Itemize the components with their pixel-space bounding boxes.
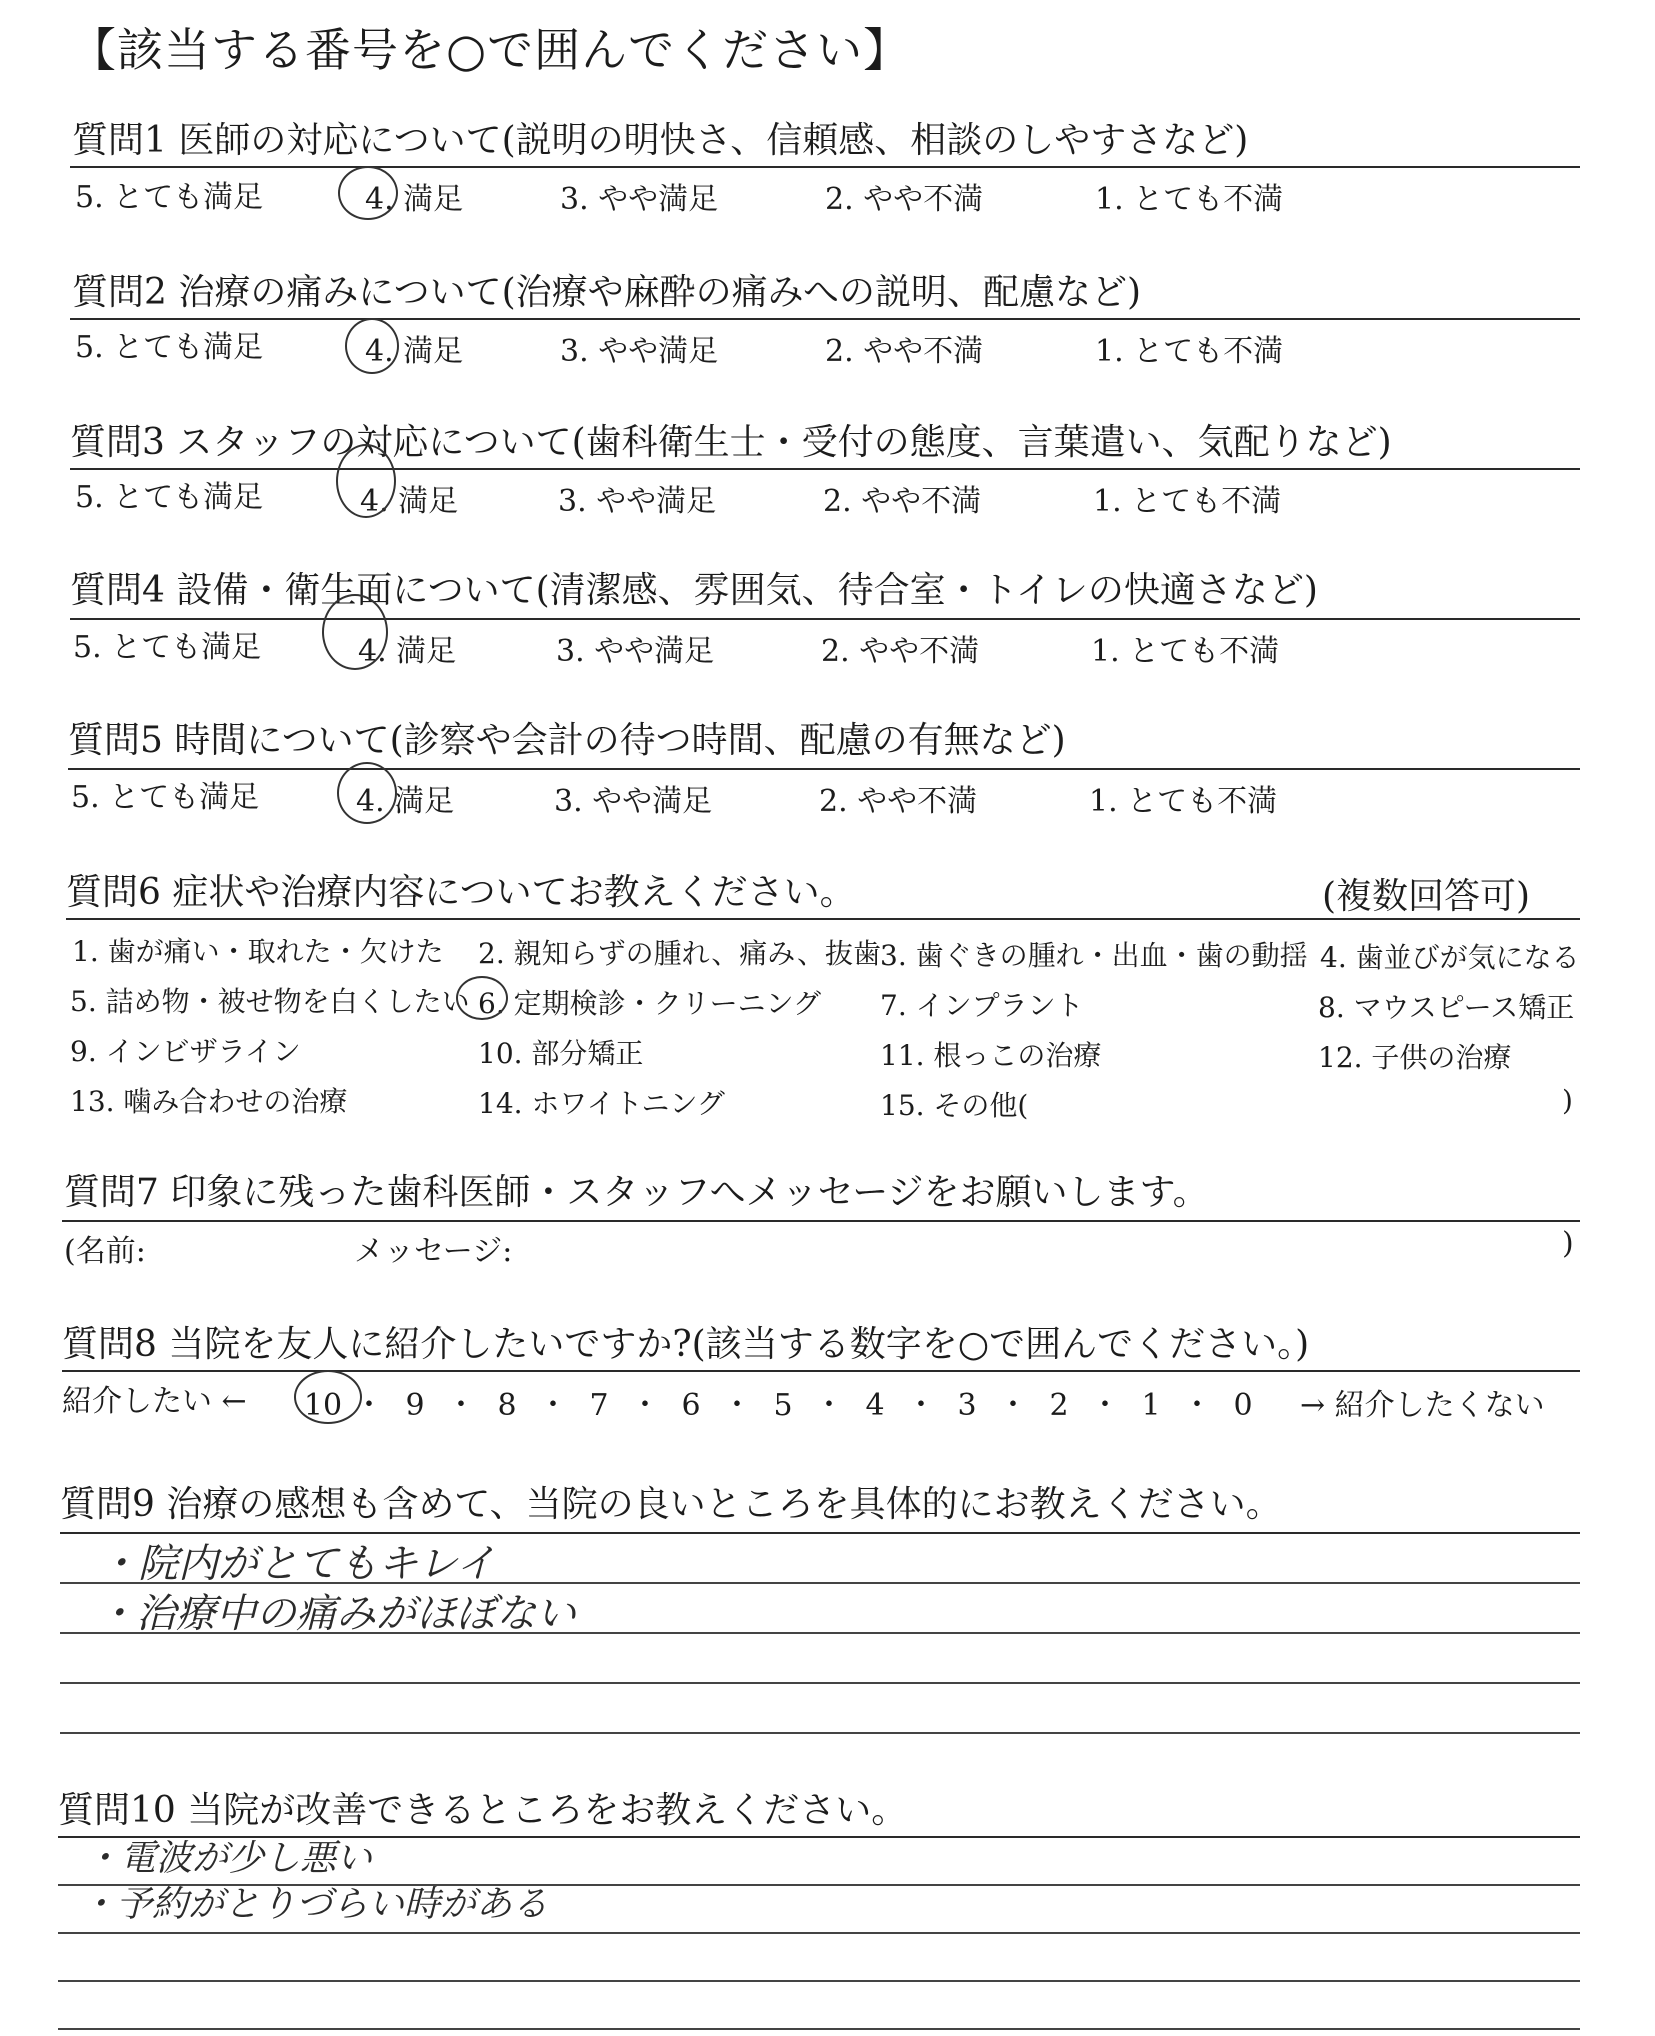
question-10-label: 質問10 当院が改善できるところをお教えください。 <box>58 1790 908 1831</box>
question-6-item-13[interactable]: 13. 噛み合わせの治療 <box>70 1085 348 1118</box>
question-6-item-1[interactable]: 1. 歯が痛い・取れた・欠けた <box>72 935 444 968</box>
question-8-scale-separator: ・ <box>354 1388 384 1423</box>
question-4-option-4[interactable]: 4. 満足 <box>358 634 457 669</box>
question-1-option-4[interactable]: 4. 満足 <box>365 182 464 217</box>
question-4-option-3[interactable]: 3. やや満足 <box>556 634 715 669</box>
question-2-option-2[interactable]: 2. やや不満 <box>825 334 984 369</box>
question-4-selection-circle <box>322 594 388 670</box>
question-8-scale-6[interactable]: 6 <box>681 1388 701 1423</box>
question-5-option-1[interactable]: 1. とても不満 <box>1089 784 1278 819</box>
question-6-item-7[interactable]: 7. インプラント <box>880 989 1084 1022</box>
question-1-selection-circle <box>338 166 398 220</box>
question-6-item-9[interactable]: 9. インビザライン <box>70 1035 301 1068</box>
question-4-option-5[interactable]: 5. とても満足 <box>73 630 262 665</box>
question-5-option-4[interactable]: 4. 満足 <box>356 784 455 819</box>
question-3-option-3[interactable]: 3. やや満足 <box>558 484 717 519</box>
question-6-item-5[interactable]: 5. 詰め物・被せ物を白くしたい <box>70 985 470 1018</box>
question-8-rule <box>62 1370 1580 1372</box>
question-8-scale-1[interactable]: 1 <box>1141 1388 1161 1423</box>
question-2-label: 質問2 治療の痛みについて(治療や麻酔の痛みへの説明、配慮など) <box>72 272 1141 313</box>
question-6-item-11[interactable]: 11. 根っこの治療 <box>880 1039 1102 1072</box>
question-8-scale-10[interactable]: 10 <box>303 1388 343 1423</box>
question-6-item-2[interactable]: 2. 親知らずの腫れ、痛み、抜歯 <box>478 937 881 970</box>
question-7-close: ) <box>1562 1226 1574 1261</box>
question-5-option-5[interactable]: 5. とても満足 <box>71 780 260 815</box>
question-5-rule <box>68 768 1580 770</box>
question-5-selection-circle <box>337 762 397 824</box>
question-2-option-4[interactable]: 4. 満足 <box>365 334 464 369</box>
question-1-option-3[interactable]: 3. やや満足 <box>560 182 719 217</box>
question-6-note: (複数回答可) <box>1322 876 1531 917</box>
question-3-option-4[interactable]: 4. 満足 <box>360 484 459 519</box>
question-5-option-3[interactable]: 3. やや満足 <box>554 784 713 819</box>
question-6-item-14[interactable]: 14. ホワイトニング <box>478 1087 725 1120</box>
question-6-item-3[interactable]: 3. 歯ぐきの腫れ・出血・歯の動揺 <box>880 939 1308 972</box>
question-9-answer-2[interactable]: ・治療中の痛みがほぼない <box>96 1591 576 1637</box>
question-8-scale-separator: ・ <box>630 1388 660 1423</box>
question-8-scale-separator: ・ <box>814 1388 844 1423</box>
question-2-rule <box>70 318 1580 320</box>
question-2-option-3[interactable]: 3. やや満足 <box>560 334 719 369</box>
question-3-label: 質問3 スタッフの対応について(歯科衛生士・受付の態度、言葉遣い、気配りなど) <box>70 422 1392 463</box>
question-10-answer-1[interactable]: ・電波が少し悪い <box>84 1838 373 1879</box>
question-8-scale-separator: ・ <box>906 1388 936 1423</box>
question-7-name-label: (名前: <box>64 1234 146 1269</box>
question-6-item-15[interactable]: 15. その他( <box>880 1089 1029 1122</box>
question-7-message-label: メッセージ: <box>354 1234 513 1269</box>
question-6-item-15-close: ) <box>1562 1084 1573 1117</box>
question-10-line-2 <box>58 1932 1580 1934</box>
question-8-scale-4[interactable]: 4 <box>865 1388 885 1423</box>
question-10-line-4 <box>58 2028 1580 2030</box>
question-8-scale-separator: ・ <box>446 1388 476 1423</box>
question-3-option-1[interactable]: 1. とても不満 <box>1093 484 1282 519</box>
question-5-label: 質問5 時間について(診察や会計の待つ時間、配慮の有無など) <box>68 720 1066 761</box>
question-8-scale-separator: ・ <box>1182 1388 1212 1423</box>
question-6-label: 質問6 症状や治療内容についてお教えください。 <box>66 872 856 913</box>
question-6-selection-circle <box>456 976 508 1020</box>
question-3-option-2[interactable]: 2. やや不満 <box>823 484 982 519</box>
question-8-label: 質問8 当院を友人に紹介したいですか?(該当する数字を○で囲んでください。) <box>62 1324 1310 1365</box>
question-8-right-label: → 紹介したくない <box>1300 1388 1545 1423</box>
question-1-option-5[interactable]: 5. とても満足 <box>75 180 264 215</box>
question-6-item-10[interactable]: 10. 部分矯正 <box>478 1037 644 1070</box>
question-8-left-label: 紹介したい ← <box>62 1384 247 1419</box>
question-1-option-1[interactable]: 1. とても不満 <box>1095 182 1284 217</box>
survey-title: 【該当する番号を○で囲んでください】 <box>70 23 911 77</box>
question-9-line-4 <box>60 1732 1580 1734</box>
question-6-item-12[interactable]: 12. 子供の治療 <box>1318 1041 1512 1074</box>
question-5-option-2[interactable]: 2. やや不満 <box>819 784 978 819</box>
question-7-label: 質問7 印象に残った歯科医師・スタッフへメッセージをお願いします。 <box>64 1172 1209 1213</box>
question-7-rule <box>62 1220 1580 1222</box>
question-4-option-1[interactable]: 1. とても不満 <box>1091 634 1280 669</box>
question-8-scale-0[interactable]: 0 <box>1233 1388 1253 1423</box>
question-3-rule <box>70 468 1580 470</box>
question-6-item-8[interactable]: 8. マウスピース矯正 <box>1318 991 1575 1024</box>
question-1-option-2[interactable]: 2. やや不満 <box>825 182 984 217</box>
question-8-scale <box>300 1380 1266 1424</box>
question-1-rule <box>70 166 1580 168</box>
question-6-item-6[interactable]: 6. 定期検診・クリーニング <box>478 987 822 1020</box>
question-10-answer-2[interactable]: ・予約がとりづらい時がある <box>80 1884 549 1925</box>
question-4-rule <box>70 618 1580 620</box>
question-8-scale-8[interactable]: 8 <box>497 1388 517 1423</box>
question-6-item-4[interactable]: 4. 歯並びが気になる <box>1320 941 1580 974</box>
question-8-scale-separator: ・ <box>998 1388 1028 1423</box>
question-8-scale-9[interactable]: 9 <box>405 1388 425 1423</box>
question-8-scale-separator: ・ <box>538 1388 568 1423</box>
question-2-selection-circle <box>345 318 399 374</box>
question-6-rule <box>66 918 1580 920</box>
question-4-label: 質問4 設備・衛生面について(清潔感、雰囲気、待合室・トイレの快適さなど) <box>70 570 1318 611</box>
question-9-answer-1[interactable]: ・院内がとてもキレイ <box>98 1541 496 1587</box>
question-4-option-2[interactable]: 2. やや不満 <box>821 634 980 669</box>
question-8-scale-7[interactable]: 7 <box>589 1388 609 1423</box>
question-9-label: 質問9 治療の感想も含めて、当院の良いところを具体的にお教えください。 <box>60 1484 1282 1525</box>
question-8-scale-separator: ・ <box>1090 1388 1120 1423</box>
question-8-scale-separator: ・ <box>722 1388 752 1423</box>
question-1-label: 質問1 医師の対応について(説明の明快さ、信頼感、相談のしやすさなど) <box>72 120 1249 161</box>
question-8-scale-5[interactable]: 5 <box>773 1388 793 1423</box>
question-10-line-3 <box>58 1980 1580 1982</box>
question-9-line-3 <box>60 1682 1580 1684</box>
question-2-option-1[interactable]: 1. とても不満 <box>1095 334 1284 369</box>
question-2-option-5[interactable]: 5. とても満足 <box>75 330 264 365</box>
question-3-selection-circle <box>336 444 396 518</box>
question-8-scale-2[interactable]: 2 <box>1049 1388 1069 1423</box>
question-3-option-5[interactable]: 5. とても満足 <box>75 480 264 515</box>
question-8-scale-3[interactable]: 3 <box>957 1388 977 1423</box>
